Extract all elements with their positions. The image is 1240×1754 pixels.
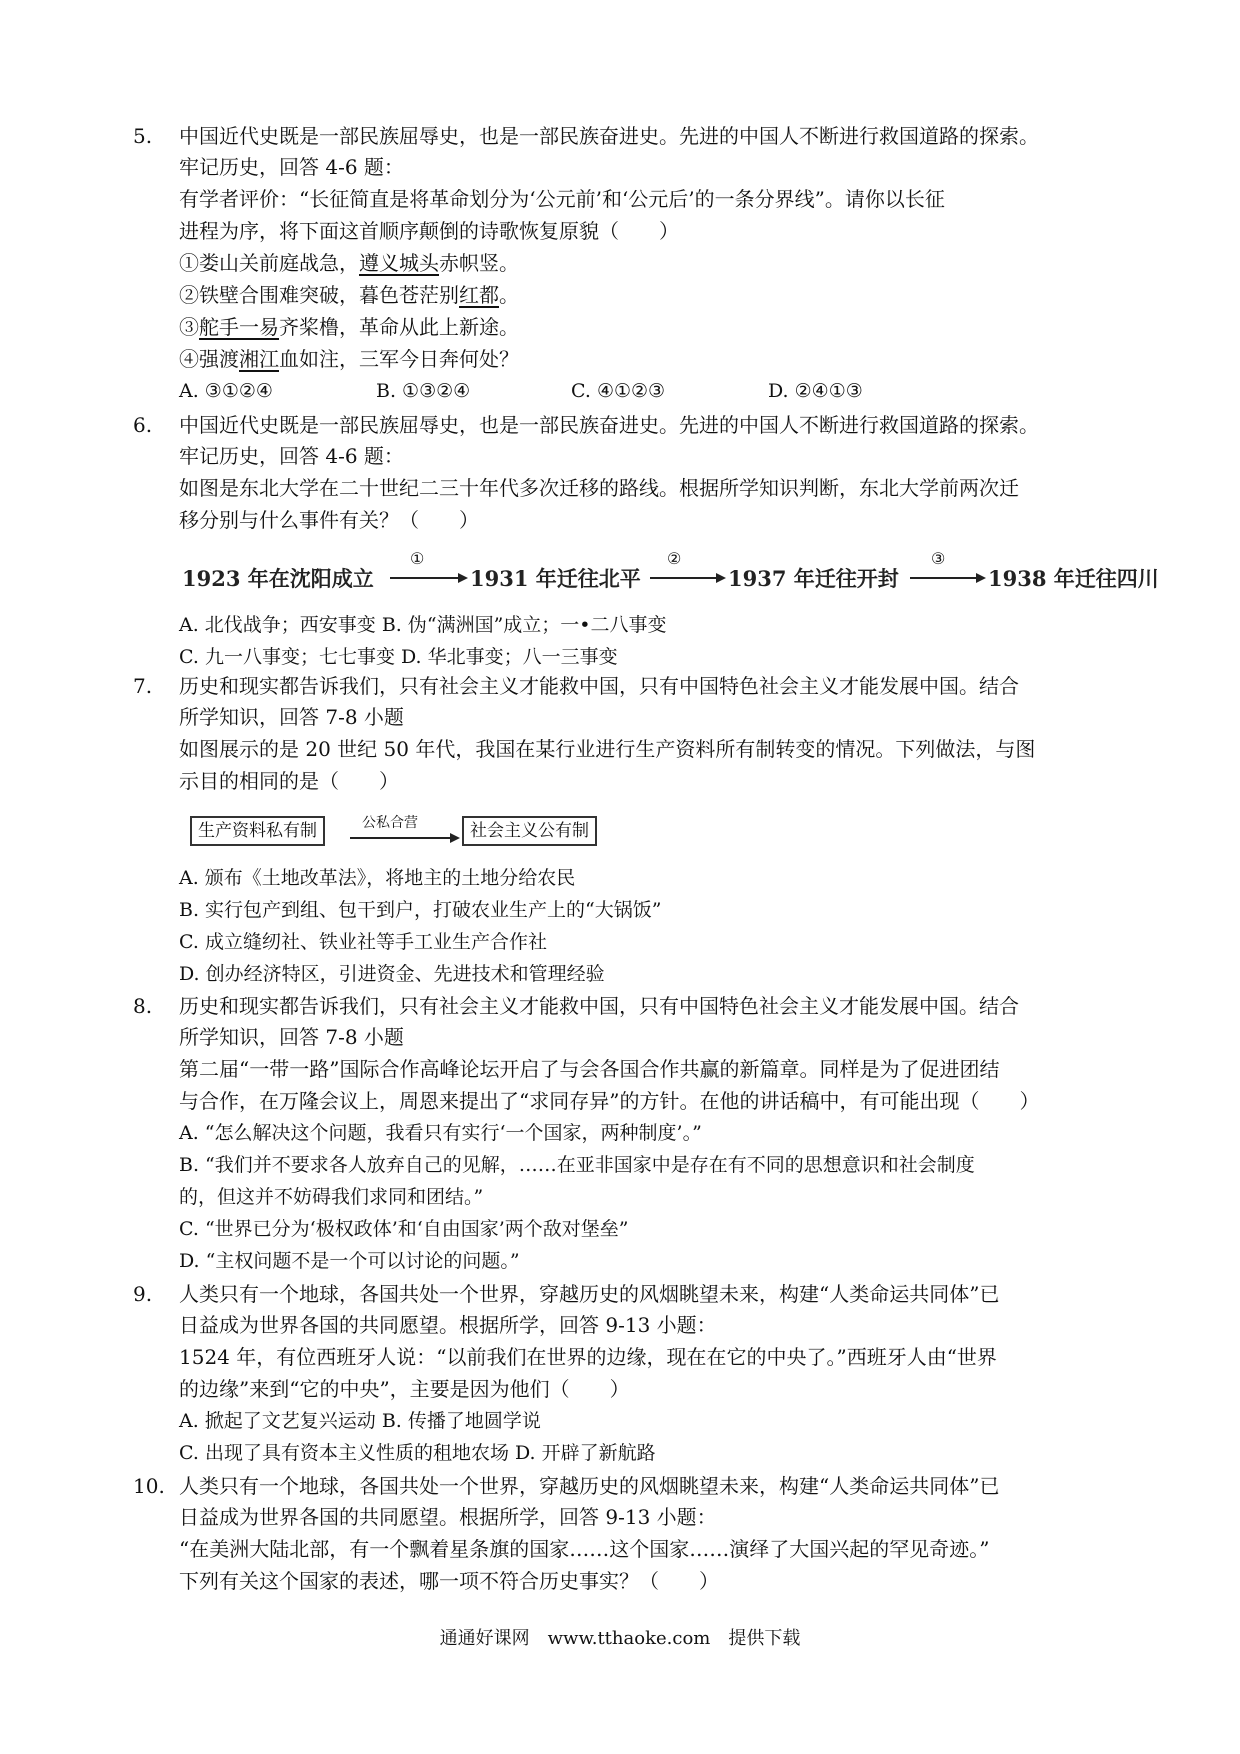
question-intro: 中国近代史既是一部民族屈辱史，也是一部民族奋进史。先进的中国人不断进行救国道路的探索。: [179, 124, 1039, 148]
question-number: 7.: [133, 674, 153, 698]
arrow-icon: [910, 571, 986, 585]
question-intro: 人类只有一个地球，各国共处一个世界，穿越历史的风烟眺望未来，构建“人类命运共同体”已: [179, 1282, 1000, 1306]
poem-text: ④强渡: [179, 347, 239, 371]
ownership-diagram: [0, 812, 1240, 852]
question-number: 10.: [133, 1474, 165, 1498]
poem-text: 齐桨橹，革命从此上新途。: [279, 315, 519, 339]
question-number: 6.: [133, 413, 153, 437]
question-stem: 与合作，在万隆会议上，周恩来提出了“求同存异”的方针。在他的讲话稿中，有可能出现（ ）: [179, 1089, 1040, 1113]
migration-route-figure: [0, 549, 1240, 599]
question-intro: 牢记历史，回答 4-6 题：: [179, 155, 404, 179]
poem-text: ①娄山关前庭战急，: [179, 251, 359, 275]
option-d[interactable]: D. 创办经济特区，引进资金、先进技术和管理经验: [179, 963, 605, 985]
option-c[interactable]: C. 成立缝纫社、铁业社等手工业生产合作社: [179, 931, 547, 953]
option-line[interactable]: C. 出现了具有资本主义性质的租地农场 D. 开辟了新航路: [179, 1442, 656, 1464]
poem-text: ②铁壁合围难突破，暮色苍茫别: [179, 283, 459, 307]
option-line[interactable]: A. 北伐战争；西安事变 B. 伪“满洲国”成立；一•二八事变: [179, 614, 667, 636]
route-mark: ②: [667, 549, 682, 568]
question-stem: 下列有关这个国家的表述，哪一项不符合历史事实？（ ）: [179, 1569, 719, 1593]
route-step: 1923 年在沈阳成立: [182, 566, 374, 591]
poem-text: 。: [499, 283, 519, 307]
underlined-text: 红都: [459, 283, 499, 307]
route-mark: ①: [410, 549, 425, 568]
question-intro: 日益成为世界各国的共同愿望。根据所学，回答 9-13 小题：: [179, 1313, 717, 1337]
option-line[interactable]: A. 掀起了文艺复兴运动 B. 传播了地圆学说: [179, 1410, 541, 1432]
question-intro: 中国近代史既是一部民族屈辱史，也是一部民族奋进史。先进的中国人不断进行救国道路的探索。: [179, 413, 1039, 437]
option-d[interactable]: D. “主权问题不是一个可以讨论的问题。”: [179, 1250, 520, 1272]
underlined-text: 湘江: [239, 347, 279, 371]
question-stem: “在美洲大陆北部，有一个飘着星条旗的国家……这个国家……演绎了大国兴起的罕见奇迹。”: [179, 1537, 990, 1561]
option-b[interactable]: B. 实行包产到组、包干到户，打破农业生产上的“大锅饭”: [179, 899, 662, 921]
arrow-icon: [650, 571, 726, 585]
arrow-icon: [350, 832, 460, 844]
box-public-ownership: 社会主义公有制: [462, 816, 597, 846]
question-stem: 1524 年，有位西班牙人说：“以前我们在世界的边缘，现在在它的中央了。”西班牙人由“世界: [179, 1345, 997, 1369]
option-b[interactable]: B. “我们并不要求各人放弃自己的见解，……在亚非国家中是存在有不同的思想意识和社会制度: [179, 1154, 975, 1176]
question-stem: 进程为序，将下面这首顺序颠倒的诗歌恢复原貌（ ）: [179, 219, 679, 243]
question-intro: 日益成为世界各国的共同愿望。根据所学，回答 9-13 小题：: [179, 1505, 717, 1529]
question-number: 5.: [133, 124, 153, 148]
option-d[interactable]: D. ②④①③: [768, 380, 863, 402]
question-number: 8.: [133, 994, 153, 1018]
poem-line: [179, 343, 519, 375]
box-private-ownership: 生产资料私有制: [190, 816, 325, 846]
question-stem: 如图展示的是 20 世纪 50 年代，我国在某行业进行生产资料所有制转变的情况。下列做法，与图: [179, 737, 1036, 761]
question-intro: 所学知识，回答 7-8 小题: [179, 705, 404, 729]
question-stem: 示目的相同的是（ ）: [179, 769, 399, 793]
option-a[interactable]: A. ③①②④: [179, 380, 273, 402]
route-mark: ③: [931, 549, 946, 568]
route-step: 1938 年迁往四川: [988, 566, 1159, 591]
arrow-icon: [390, 571, 468, 585]
underlined-text: 遵义城头: [359, 251, 439, 275]
question-intro: 所学知识，回答 7-8 小题: [179, 1025, 404, 1049]
question-number: 9.: [133, 1282, 153, 1306]
poem-line: [179, 311, 519, 343]
route-step: 1931 年迁往北平: [470, 566, 641, 591]
option-a[interactable]: A. “怎么解决这个问题，我看只有实行‘一个国家，两种制度’。”: [179, 1122, 702, 1144]
question-intro: 人类只有一个地球，各国共处一个世界，穿越历史的风烟眺望未来，构建“人类命运共同体”已: [179, 1474, 1000, 1498]
poem-text: 赤帜竖。: [439, 251, 519, 275]
question-stem: 有学者评价：“长征简直是将革命划分为‘公元前’和‘公元后’的一条分界线”。请你以长征: [179, 187, 945, 211]
poem-text: 血如注，三军今日奔何处？: [279, 347, 519, 371]
poem-line: [179, 279, 519, 311]
underlined-text: 舵手一易: [199, 315, 279, 339]
arrow-label: 公私合营: [362, 815, 418, 831]
option-b-continued[interactable]: 的，但这并不妨碍我们求同和团结。”: [179, 1186, 484, 1208]
option-c[interactable]: C. “世界已分为‘极权政体’和‘自由国家’两个敌对堡垒”: [179, 1218, 629, 1240]
question-intro: 历史和现实都告诉我们，只有社会主义才能救中国，只有中国特色社会主义才能发展中国。结合: [179, 674, 1019, 698]
option-c[interactable]: C. ④①②③: [571, 380, 666, 402]
question-stem: 如图是东北大学在二十世纪二三十年代多次迁移的路线。根据所学知识判断，东北大学前两次迁: [179, 476, 1019, 500]
poem-line: [179, 247, 519, 279]
question-intro: 牢记历史，回答 4-6 题：: [179, 444, 404, 468]
question-stem: 的边缘”来到“它的中央”，主要是因为他们（ ）: [179, 1377, 630, 1401]
page-footer: 通通好课网 www.tthaoke.com 提供下载: [439, 1628, 801, 1649]
question-intro: 历史和现实都告诉我们，只有社会主义才能救中国，只有中国特色社会主义才能发展中国。结合: [179, 994, 1019, 1018]
option-a[interactable]: A. 颁布《土地改革法》，将地主的土地分给农民: [179, 867, 576, 889]
option-b[interactable]: B. ①③②④: [376, 380, 471, 402]
question-stem: 第二届“一带一路”国际合作高峰论坛开启了与会各国合作共赢的新篇章。同样是为了促进团结: [179, 1057, 1000, 1081]
option-line[interactable]: C. 九一八事变；七七事变 D. 华北事变；八一三事变: [179, 646, 618, 668]
question-stem: 移分别与什么事件有关？（ ）: [179, 508, 479, 532]
route-step: 1937 年迁往开封: [728, 566, 899, 591]
poem-text: ③: [179, 315, 199, 339]
